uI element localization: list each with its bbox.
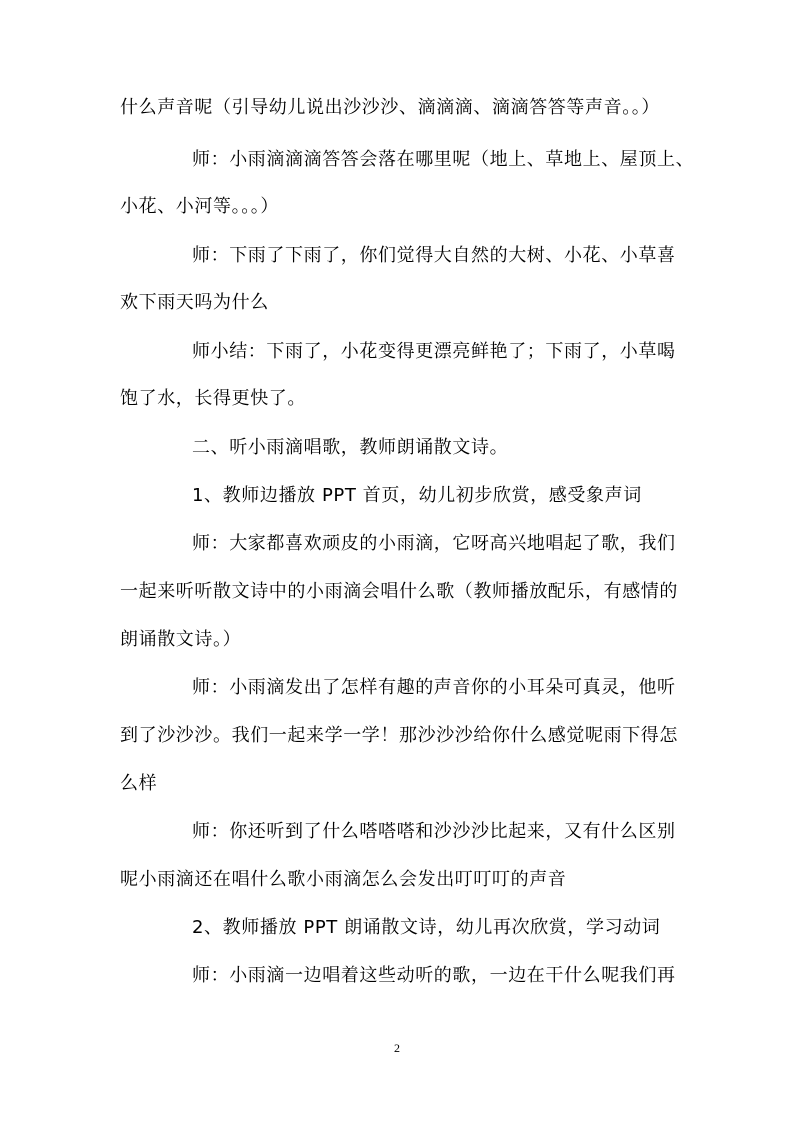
text-line: 到了沙沙沙。我们一起来学一学！那沙沙沙给你什么感觉呢雨下得怎 [120,725,678,746]
text-line: 一起来听听散文诗中的小雨滴会唱什么歌（教师播放配乐，有感情的 [120,581,678,602]
text-line: 呢小雨滴还在唱什么歌小雨滴怎么会发出叮叮叮的声音 [120,869,567,890]
text-line: 欢下雨天吗为什么 [120,292,269,313]
text-line: 师：小雨滴滴滴答答会落在哪里呢（地上、草地上、屋顶上、 [192,149,695,170]
text-line: 师：你还听到了什么嗒嗒嗒和沙沙沙比起来，又有什么区别 [192,821,676,842]
text-line: 什么声音呢（引导幼儿说出沙沙沙、滴滴滴、滴滴答答等声音。。） [120,97,660,118]
text-line: 师：大家都喜欢顽皮的小雨滴，它呀高兴地唱起了歌，我们 [192,533,676,554]
subsection-heading: 1、教师边播放 PPT 首页，幼儿初步欣赏，感受象声词 [192,485,642,506]
text-line: 么样 [120,773,158,794]
text-line: 师：下雨了下雨了，你们觉得大自然的大树、小花、小草喜 [192,245,676,266]
text-line: 师：小雨滴发出了怎样有趣的声音你的小耳朵可真灵，他听 [192,677,676,698]
text-line: 小花、小河等。。。） [120,196,279,217]
page-number: 2 [394,1041,400,1055]
text-line: 师小结：下雨了，小花变得更漂亮鲜艳了；下雨了，小草喝 [192,341,676,362]
text-line: 朗诵散文诗。） [120,629,242,650]
text-line: 师：小雨滴一边唱着这些动听的歌，一边在干什么呢我们再 [192,965,676,986]
section-heading: 二、听小雨滴唱歌，教师朗诵散文诗。 [192,437,509,458]
text-line: 饱了水，长得更快了。 [120,388,306,409]
subsection-heading: 2、教师播放 PPT 朗诵散文诗，幼儿再次欣赏，学习动词 [192,917,661,938]
